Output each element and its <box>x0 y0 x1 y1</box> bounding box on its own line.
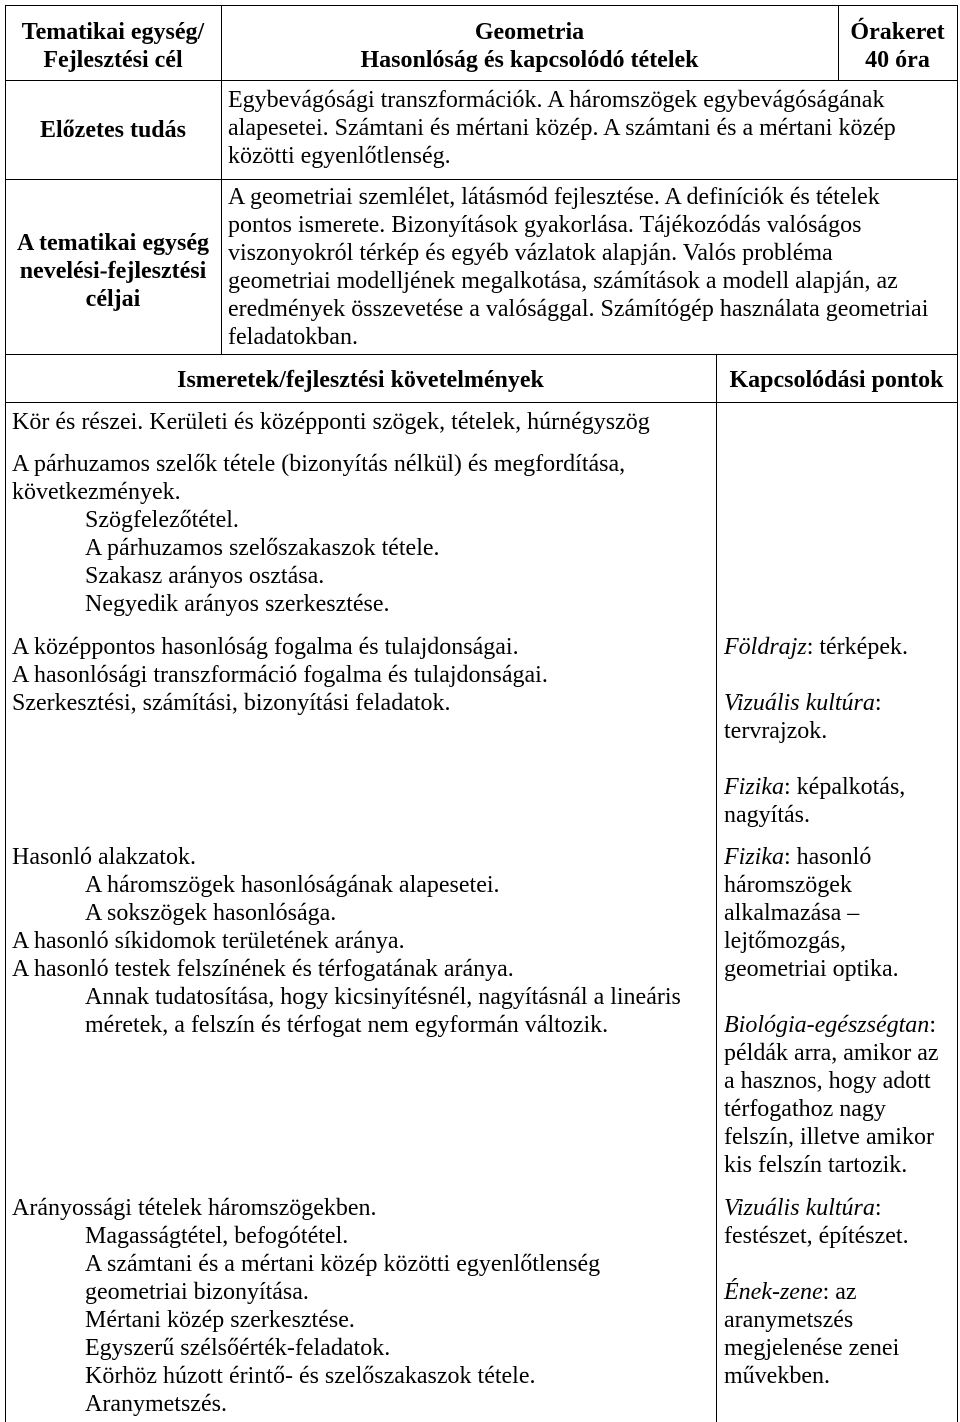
subject-title: Geometria <box>474 19 585 45</box>
goal-line: feladatokban. <box>228 324 358 350</box>
connection-first-line <box>724 1011 939 1039</box>
connection-line: példák arra, amikor az <box>724 1040 939 1066</box>
requirement-subline: geometriai bizonyítása. <box>85 1279 309 1305</box>
goals-label <box>5 229 221 313</box>
requirement-subline: Szögfelezőtétel. <box>85 507 239 533</box>
requirement-line: következmények. <box>12 479 181 505</box>
requirement-group <box>12 1194 600 1418</box>
requirements-heading-text: Ismeretek/fejlesztési követelmények <box>177 367 544 393</box>
connection-line: lejtőmozgás, <box>724 928 846 954</box>
table-rule-prior-bottom <box>5 179 958 180</box>
prior-knowledge-line: közötti egyenlőtlenség. <box>228 143 451 169</box>
connection-first-line <box>724 1194 909 1222</box>
connection-first-line <box>724 773 905 801</box>
connection-text: : <box>929 1012 936 1038</box>
requirement-group <box>12 450 625 618</box>
requirement-subline: A párhuzamos szelőszakaszok tétele. <box>85 535 440 561</box>
unit-label-cell <box>5 18 221 74</box>
goals-label-line: nevelési-fejlesztési <box>19 258 207 284</box>
requirement-subline: Körhöz húzott érintő- és szelőszakaszok tétele. <box>85 1363 536 1389</box>
table-rule-connections-column <box>716 354 717 1422</box>
connection-first-line <box>724 1278 899 1306</box>
connection-subject: Vizuális kultúra <box>724 1195 875 1221</box>
connection-subject: Ének-zene <box>724 1279 823 1305</box>
requirement-line: A hasonlósági transzformáció fogalma és tulajdonságai. <box>12 662 548 688</box>
connection-item <box>724 843 899 983</box>
requirement-line: A hasonló testek felszínének és térfogatának aránya. <box>12 956 514 982</box>
connection-text: : <box>874 690 882 716</box>
connection-text: : térképek. <box>806 634 908 660</box>
table-rule-right <box>957 5 958 1422</box>
hours-cell <box>838 18 957 74</box>
connection-first-line <box>724 843 899 871</box>
goals-text <box>228 183 928 351</box>
requirement-subline: Negyedik arányos szerkesztése. <box>85 591 390 617</box>
hours-label: Órakeret <box>850 19 945 45</box>
connection-subject: Biológia-egészségtan <box>724 1012 930 1038</box>
table-rule-goals-bottom <box>5 354 958 355</box>
requirement-subline: Egyszerű szélsőérték-feladatok. <box>85 1335 391 1361</box>
connection-line: megjelenése zenei <box>724 1335 900 1361</box>
goal-line: pontos ismerete. Bizonyítások gyakorlása. Tájékozódás valóságos <box>228 212 862 238</box>
requirement-line: Arányossági tételek háromszögekben. <box>12 1195 377 1221</box>
goal-line: viszonyokról térkép és egyéb vázlatok alapján. Valós probléma <box>228 240 833 266</box>
unit-label-line: Tematikai egység/ <box>21 19 205 45</box>
requirement-group <box>12 843 681 1039</box>
requirement-subline: Magasságtétel, befogótétel. <box>85 1223 349 1249</box>
goals-label-line: céljai <box>85 286 141 312</box>
requirement-line: Hasonló alakzatok. <box>12 844 196 870</box>
requirement-subline: Szakasz arányos osztása. <box>85 563 325 589</box>
connection-line: művekben. <box>724 1363 830 1389</box>
connection-first-line <box>724 633 908 661</box>
connection-line: térfogathoz nagy <box>724 1096 886 1122</box>
requirement-subline: A sokszögek hasonlósága. <box>85 900 337 926</box>
requirement-line: Kör és részei. Kerületi és középponti szögek, tételek, húrnégyszög <box>12 409 650 435</box>
table-rule-header-bottom <box>5 80 958 81</box>
connection-line: kis felszín tartozik. <box>724 1152 908 1178</box>
requirement-line: A középpontos hasonlóság fogalma és tulajdonságai. <box>12 634 519 660</box>
connection-line: geometriai optika. <box>724 956 899 982</box>
prior-knowledge-label-text: Előzetes tudás <box>40 117 186 143</box>
connection-subject: Vizuális kultúra <box>724 690 875 716</box>
requirement-line: Szerkesztési, számítási, bizonyítási feladatok. <box>12 690 451 716</box>
connection-item <box>724 1194 909 1250</box>
requirement-subline: A háromszögek hasonlóságának alapesetei. <box>85 872 500 898</box>
table-rule-subheader-bottom <box>5 402 958 403</box>
requirement-subline: Aranymetszés. <box>85 1391 227 1417</box>
goal-line: A geometriai szemlélet, látásmód fejlesztése. A definíciók és tételek <box>228 184 880 210</box>
connection-line: aranymetszés <box>724 1307 854 1333</box>
hours-value: 40 óra <box>865 47 930 73</box>
table-rule-top <box>5 5 958 6</box>
topic-title: Hasonlóság és kapcsolódó tételek <box>360 47 699 73</box>
connection-line: nagyítás. <box>724 802 810 828</box>
prior-knowledge-line: Egybevágósági transzformációk. A háromszögek egybevágóságának <box>228 87 885 113</box>
table-rule-left <box>5 5 6 1422</box>
unit-label-line: Fejlesztési cél <box>43 47 183 73</box>
connection-item <box>724 633 908 661</box>
prior-knowledge-label <box>5 116 221 144</box>
connection-line: alkalmazása – <box>724 900 860 926</box>
connection-item <box>724 1278 899 1390</box>
connection-line: felszín, illetve amikor <box>724 1124 934 1150</box>
requirement-line: A hasonló síkidomok területének aránya. <box>12 928 405 954</box>
connection-line: festészet, építészet. <box>724 1223 909 1249</box>
connection-line: háromszögek <box>724 872 852 898</box>
requirements-heading <box>5 366 716 394</box>
goals-label-line: A tematikai egység <box>17 230 209 256</box>
connection-item <box>724 773 905 829</box>
requirement-group <box>12 408 650 436</box>
requirement-subline: Annak tudatosítása, hogy kicsinyítésnél, nagyításnál a lineáris <box>85 984 681 1010</box>
connections-heading <box>716 366 957 394</box>
connection-subject: Fizika <box>724 844 784 870</box>
requirement-group <box>12 633 548 717</box>
requirement-subline: A számtani és a mértani közép közötti egyenlőtlenség <box>85 1251 601 1277</box>
prior-knowledge-line: alapesetei. Számtani és mértani közép. A számtani és a mértani közép <box>228 115 896 141</box>
connections-heading-text: Kapcsolódási pontok <box>729 367 944 393</box>
connection-item <box>724 689 882 745</box>
subject-cell <box>221 18 838 74</box>
requirement-subline: Mértani közép szerkesztése. <box>85 1307 355 1333</box>
connection-text: : hasonló <box>784 844 872 870</box>
connection-line: tervrajzok. <box>724 718 828 744</box>
connection-text: : képalkotás, <box>784 774 906 800</box>
connection-item <box>724 1011 939 1179</box>
connection-first-line <box>724 689 882 717</box>
connection-subject: Földrajz <box>724 634 807 660</box>
connection-text: : <box>874 1195 882 1221</box>
connection-text: : az <box>822 1279 857 1305</box>
requirement-line: A párhuzamos szelők tétele (bizonyítás nélkül) és megfordítása, <box>12 451 626 477</box>
prior-knowledge-text <box>228 86 896 170</box>
goal-line: eredmények összevetése a valósággal. Számítógép használata geometriai <box>228 296 929 322</box>
goal-line: geometriai modelljének megalkotása, számítások a modell alapján, az <box>228 268 898 294</box>
connection-subject: Fizika <box>724 774 784 800</box>
connection-line: a hasznos, hogy adott <box>724 1068 931 1094</box>
requirement-subline: méretek, a felszín és térfogat nem egyformán változik. <box>85 1012 609 1038</box>
